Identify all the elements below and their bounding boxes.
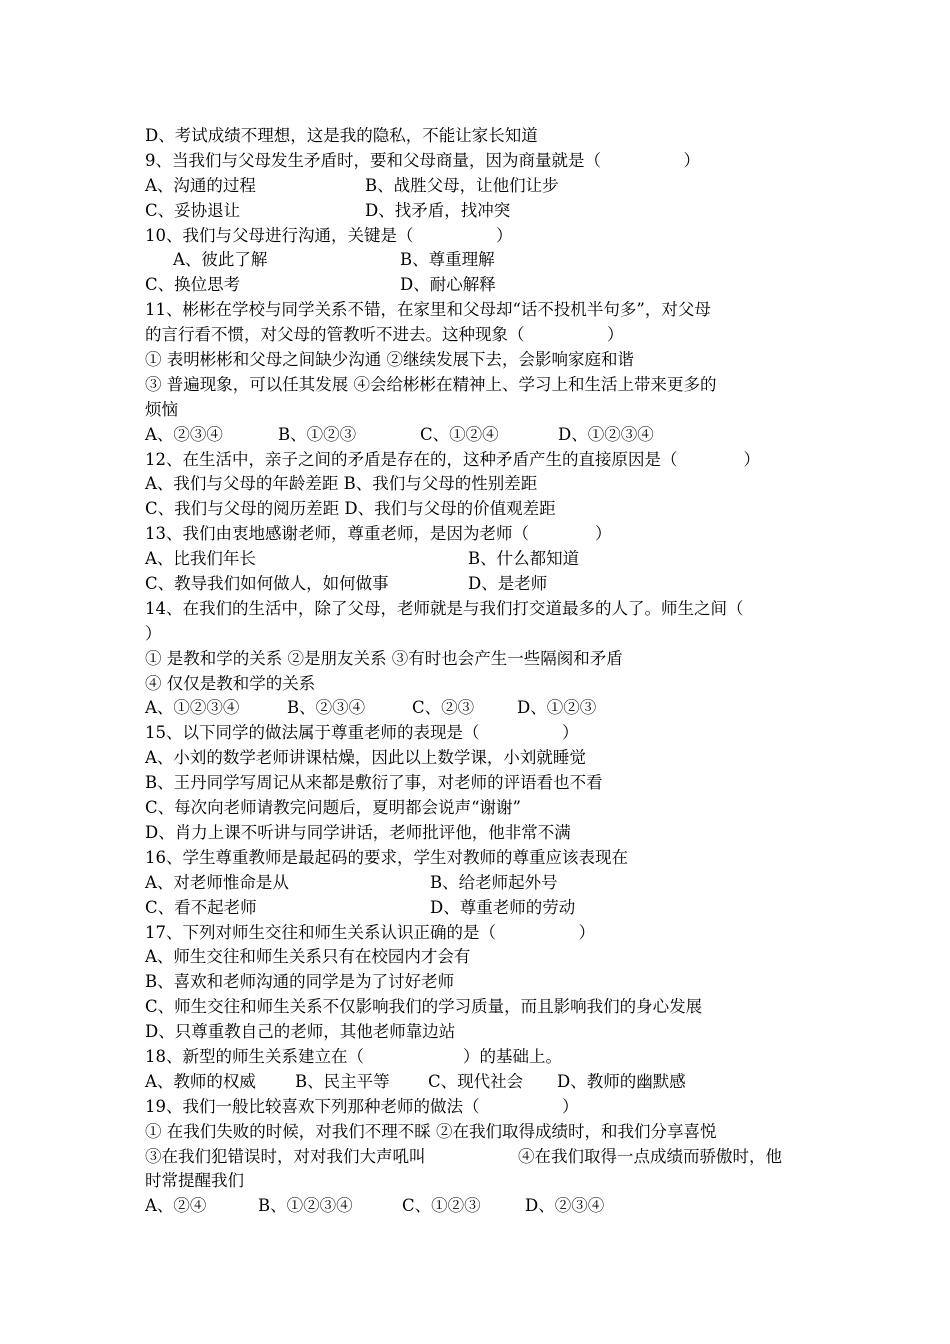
line-text: A、小刘的数学老师讲课枯燥，因此以上数学课，小刘就睡觉 (145, 748, 586, 768)
option-text: ③在我们犯错误时，对对我们大声吼叫 (145, 1146, 426, 1166)
option-text: A、教师的权威 (145, 1071, 256, 1091)
text-line (145, 448, 825, 473)
line-text: 14、在我们的生活中，除了父母，老师就是与我们打交道最多的人了。师生之间（ (145, 598, 744, 618)
text-line (145, 771, 825, 796)
option-text: B、什么都知道 (468, 549, 580, 569)
text-line (145, 348, 825, 373)
text-line (145, 1145, 825, 1170)
line-text: 12、在生活中，亲子之间的矛盾是存在的，这种矛盾产生的直接原因是（ ） (145, 449, 760, 469)
text-line (145, 1045, 825, 1070)
option-text: D、①②③ (517, 698, 597, 718)
text-line (145, 995, 825, 1020)
option-text: B、尊重理解 (400, 250, 495, 270)
line-text: 15、以下同学的做法属于尊重老师的表现是（ ） (145, 723, 579, 743)
line-text: D、肖力上课不听讲与同学讲话，老师批评他，他非常不满 (145, 822, 571, 842)
text-line (145, 970, 825, 995)
line-text: ） (145, 623, 162, 643)
text-line (145, 572, 825, 597)
option-text: C、换位思考 (145, 275, 241, 295)
option-text: A、比我们年长 (145, 549, 256, 569)
text-line (145, 199, 825, 224)
line-text: 的言行看不惯，对父母的管教听不进去。这种现象（ ） (145, 325, 624, 345)
line-text: 19、我们一般比较喜欢下列那种老师的做法（ ） (145, 1096, 579, 1116)
text-line (145, 273, 825, 298)
text-line (145, 921, 825, 946)
text-line (145, 547, 825, 572)
line-text: 13、我们由衷地感谢老师，尊重老师，是因为老师（ ） (145, 524, 612, 544)
line-text: ③ 普遍现象，可以任其发展 ④会给彬彬在精神上、学习上和生活上带来更多的 (145, 374, 717, 394)
line-text: A、师生交往和师生关系只有在校园内才会有 (145, 947, 471, 967)
text-line (145, 871, 825, 896)
text-line (145, 796, 825, 821)
option-text: A、①②③④ (145, 698, 240, 718)
option-text: C、教导我们如何做人，如何做事 (145, 574, 389, 594)
text-line (145, 323, 825, 348)
option-text: D、尊重老师的劳动 (430, 897, 576, 917)
exam-page (145, 124, 825, 1219)
text-line (145, 1194, 825, 1219)
option-text: A、对老师惟命是从 (145, 872, 289, 892)
option-text: B、①②③④ (258, 1196, 353, 1216)
line-text: D、考试成绩不理想，这是我的隐私，不能让家长知道 (145, 126, 538, 145)
line-text: 17、下列对师生交往和师生关系认识正确的是（ ） (145, 922, 595, 942)
option-text: D、②③④ (525, 1196, 605, 1216)
option-text: B、战胜父母，让他们让步 (365, 175, 559, 195)
line-text: 烦恼 (145, 399, 178, 419)
line-text: 10、我们与父母进行沟通，关键是（ ） (145, 225, 513, 245)
option-text: D、耐心解释 (400, 275, 496, 295)
line-text: B、王丹同学写周记从来都是敷衍了事，对老师的评语看也不看 (145, 773, 603, 793)
option-text: A、彼此了解 (173, 250, 268, 270)
text-line (145, 846, 825, 871)
option-text: A、②④ (145, 1196, 207, 1216)
line-text: ① 是教和学的关系 ②是朋友关系 ③有时也会产生一些隔阂和矛盾 (145, 648, 623, 668)
option-text: C、现代社会 (428, 1071, 524, 1091)
line-text: 时常提醒我们 (145, 1171, 244, 1191)
text-line (145, 1095, 825, 1120)
option-text: B、给老师起外号 (430, 872, 558, 892)
line-text: 9、当我们与父母发生矛盾时，要和父母商量，因为商量就是（ ） (145, 150, 700, 170)
line-text: C、我们与父母的阅历差距 D、我们与父母的价值观差距 (145, 499, 556, 519)
text-line (145, 248, 825, 273)
line-text: D、只尊重教自己的老师，其他老师靠边站 (145, 1022, 456, 1042)
text-line (145, 597, 825, 622)
option-text: C、妥协退让 (145, 200, 241, 220)
text-line (145, 149, 825, 174)
text-line (145, 472, 825, 497)
text-line (145, 373, 825, 398)
line-text: ① 表明彬彬和父母之间缺少沟通 ②继续发展下去，会影响家庭和谐 (145, 350, 634, 370)
text-line (145, 1020, 825, 1045)
text-line (145, 224, 825, 249)
option-text: ④在我们取得一点成绩而骄傲时，他 (518, 1146, 782, 1166)
text-line (145, 672, 825, 697)
text-line (145, 746, 825, 771)
option-text: D、教师的幽默感 (557, 1071, 686, 1091)
text-line (145, 497, 825, 522)
option-text: C、②③ (412, 698, 475, 718)
text-line (145, 1169, 825, 1194)
text-line (145, 124, 825, 149)
line-text: 11、彬彬在学校与同学关系不错，在家里和父母却“话不投机半句多”，对父母 (145, 300, 711, 320)
option-text: D、是老师 (468, 574, 548, 594)
text-line (145, 721, 825, 746)
text-line (145, 522, 825, 547)
line-text: ① 在我们失败的时候，对我们不理不睬 ②在我们取得成绩时，和我们分享喜悦 (145, 1121, 717, 1141)
text-line (145, 696, 825, 721)
text-line (145, 647, 825, 672)
line-text: A、我们与父母的年龄差距 B、我们与父母的性别差距 (145, 474, 538, 494)
line-text: C、每次向老师请教完问题后，夏明都会说声“谢谢” (145, 798, 521, 818)
option-text: B、①②③ (278, 424, 357, 444)
option-text: A、②③④ (145, 424, 223, 444)
option-text: C、①②③ (402, 1196, 481, 1216)
option-text: A、沟通的过程 (145, 175, 256, 195)
option-text: B、②③④ (287, 698, 366, 718)
line-text: C、师生交往和师生关系不仅影响我们的学习质量，而且影响我们的身心发展 (145, 997, 703, 1017)
text-line (145, 174, 825, 199)
line-text: 16、学生尊重教师是最起码的要求，学生对教师的尊重应该表现在 (145, 847, 628, 867)
text-line (145, 1070, 825, 1095)
option-text: B、民主平等 (295, 1071, 390, 1091)
text-line (145, 1120, 825, 1145)
line-text: 18、新型的师生关系建立在（ ）的基础上。 (145, 1046, 562, 1066)
text-line (145, 298, 825, 323)
text-line (145, 398, 825, 423)
text-line (145, 896, 825, 921)
option-text: D、找矛盾，找冲突 (365, 200, 511, 220)
option-text: D、①②③④ (558, 424, 654, 444)
option-text: C、看不起老师 (145, 897, 257, 917)
text-line (145, 821, 825, 846)
option-text: C、①②④ (420, 424, 499, 444)
line-text: B、喜欢和老师沟通的同学是为了讨好老师 (145, 972, 455, 992)
text-line (145, 945, 825, 970)
text-line (145, 622, 825, 647)
text-line (145, 423, 825, 448)
line-text: ④ 仅仅是教和学的关系 (145, 673, 316, 693)
